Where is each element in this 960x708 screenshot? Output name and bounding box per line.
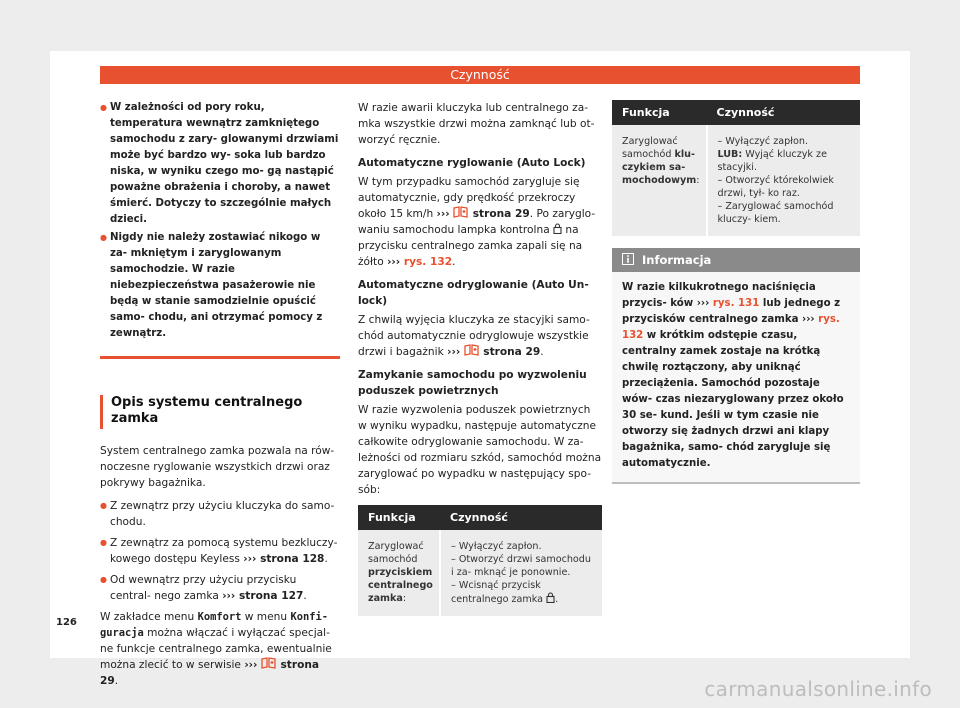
function-table (612, 100, 860, 236)
warning-box (100, 100, 340, 359)
table-row (612, 125, 860, 236)
table-header: Funkcja (612, 100, 707, 125)
table-cell: Zaryglować samochód przyciskiem centralnego zamka: (358, 530, 440, 616)
page-reference-link[interactable]: strona 29 (479, 346, 541, 358)
section-title: Opis systemu centralnego zamka (100, 395, 340, 429)
paragraph: W razie wyzwolenia poduszek powietrznych w wyniku wypadku, następuje automatyczne całkowite odryglowanie samochodu. W za- leżności od rozmiaru szkód, samochód można zaryglować po wypadku w następujący spo- sób: (358, 404, 602, 496)
paragraph: W razie awarii kluczyka lub centralnego za- mka wszystkie drzwi można zamknąć lub ot- worzyć ręcznie. (358, 102, 595, 146)
lock-icon (553, 223, 562, 234)
list-item: ● Z zewnątrz za pomocą systemu bezkluczy- kowego dostępu Keyless ››› strona 128. (100, 535, 340, 567)
page-number: 126 (56, 617, 77, 628)
info-box (612, 248, 860, 484)
subheading: Automatyczne ryglowanie (Auto Lock) (358, 157, 586, 169)
column-right (612, 100, 860, 484)
info-title: Informacja (642, 253, 712, 267)
page-reference-link[interactable]: strona 29 (469, 208, 530, 220)
figure-reference-link[interactable]: rys. 131 (709, 298, 760, 309)
table-cell: – Wyłączyć zapłon. LUB: Wyjąć kluczyk ze stacyjki. – Otworzyć którekolwiek drzwi, tył- ko raz. – Zaryglować samochód kluczy- kiem. (707, 125, 861, 236)
table-header: Czynność (440, 505, 602, 530)
page-reference-icon (453, 206, 469, 218)
subheading: Zamykanie samochodu po wyzwoleniu poduszek powietrznych (358, 369, 587, 397)
paragraph: Z chwilą wyjęcia kluczyka ze stacyjki samo- chód automatycznie odryglowuje wszystkie drzwi i bagażnik ››› strona 29. (358, 314, 590, 358)
menu-name: Konfi- guracja (100, 611, 328, 639)
page-reference-link[interactable]: strona 29 (100, 659, 320, 687)
table-cell: – Wyłączyć zapłon. – Otworzyć drzwi samochodu i za- mknąć je ponownie. – Wcisnąć przycisk centralnego zamka . (440, 530, 602, 616)
page-reference-icon (464, 344, 480, 356)
info-body: W razie kilkukrotnego naciśnięcia przycis- ków ››› rys. 131 lub jednego z przycisków centralnego zamka ››› rys. 132 w krótkim odstępie czasu, centralny zamek zostaje na krótką chwilę roztączony, aby uniknąć przeciążenia. Samochód pozostaje wów- czas niezaryglowany przez około 30 se- kund. Jeśli w tym czasie nie otworzy się żadnych drzwi ani klapy bagażnika, samo- chód zarygluje się automatycznie. (622, 282, 844, 469)
list-item: ● Z zewnątrz przy użyciu kluczyka do samo- chodu. (100, 498, 340, 530)
info-icon (622, 253, 634, 265)
figure-reference-link[interactable]: rys. 132 (400, 256, 453, 268)
function-table (358, 505, 602, 616)
page-reference-link[interactable]: ››› strona 128 (243, 553, 325, 565)
table-cell: Zaryglować samochód klu- czykiem sa- mochodowym: (612, 125, 707, 236)
watermark-domain: carmanualsonline.info (704, 677, 932, 701)
page-reference-icon (261, 657, 277, 669)
page-reference-link[interactable]: ››› strona 127 (222, 590, 304, 602)
page-header: Czynność (100, 66, 860, 84)
figure-reference-link[interactable]: rys. 132 (622, 314, 840, 341)
info-header (612, 248, 860, 272)
table-row (358, 530, 602, 616)
paragraph: W tym przypadku samochód zarygluje się automatycznie, gdy prędkość przekroczy około 15 km/h ››› strona 29. Po zaryglo- waniu samochodu lampka kontrolna na przycisku centralnego zamka zapali się na żółto ››› rys. 132. (358, 176, 596, 268)
intro-paragraph: System centralnego zamka pozwala na rów- noczesne ryglowanie wszystkich drzwi oraz pokrywy bagażnika. (100, 445, 335, 489)
table-header: Czynność (707, 100, 861, 125)
table-header: Funkcja (358, 505, 440, 530)
lock-icon (546, 592, 555, 603)
column-middle (358, 100, 602, 616)
warning-item: ● W zależności od pory roku, temperatura wewnątrz zamkniętego samochodu z zary- glowanymi drzwiami może być bardzo wy- soka lub bardzo niska, w wyniku czego mo- gą nastąpić poważne obrażenia i choroby, a nawet śmierć. Dotyczy to szczególnie małych dzieci. (100, 100, 340, 228)
warning-item: ● Nigdy nie należy zostawiać nikogo w za- mkniętym i zaryglowanym samochodzie. W razie niebezpieczeństwa pasażerowie nie będą w stanie samodzielnie opuścić samo- chodu, ani otrzymać pomocy z zewnątrz. (100, 230, 340, 342)
column-left (100, 100, 340, 696)
menu-paragraph: W zakładce menu Komfort w menu Konfi- guracja można włączać i wyłączać specjal- ne funkcje centralnego zamka, ewentualnie można zlecić to w serwisie ››› strona 29. (100, 611, 332, 687)
menu-name: Komfort (197, 611, 242, 623)
list-item: ● Od wewnątrz przy użyciu przycisku central- nego zamka ››› strona 127. (100, 572, 340, 604)
subheading: Automatyczne odryglowanie (Auto Un- lock) (358, 279, 589, 307)
